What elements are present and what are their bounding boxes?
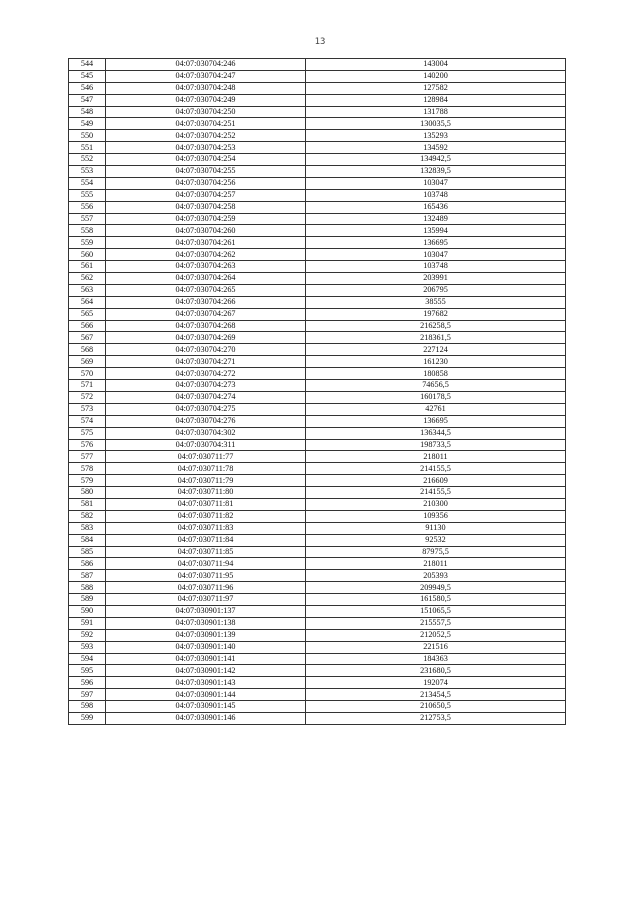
row-number-cell: 577 <box>69 451 106 463</box>
table-row <box>69 249 566 261</box>
value-cell: 165436 <box>306 201 566 213</box>
row-number-cell: 561 <box>69 261 106 273</box>
table-row <box>69 463 566 475</box>
table-row <box>69 237 566 249</box>
table-row <box>69 570 566 582</box>
row-number-cell: 551 <box>69 142 106 154</box>
value-cell: 136695 <box>306 415 566 427</box>
cadastral-number-cell: 04:07:030704:311 <box>106 439 306 451</box>
table-row <box>69 344 566 356</box>
table-row <box>69 427 566 439</box>
cadastral-number-cell: 04:07:030704:261 <box>106 237 306 249</box>
table-row <box>69 498 566 510</box>
table-row <box>69 665 566 677</box>
cadastral-number-cell: 04:07:030704:250 <box>106 106 306 118</box>
cadastral-number-cell: 04:07:030711:79 <box>106 475 306 487</box>
table-row <box>69 94 566 106</box>
table-row <box>69 225 566 237</box>
row-number-cell: 569 <box>69 356 106 368</box>
value-cell: 216258,5 <box>306 320 566 332</box>
cadastral-number-cell: 04:07:030711:80 <box>106 487 306 499</box>
cadastral-number-cell: 04:07:030901:140 <box>106 641 306 653</box>
row-number-cell: 549 <box>69 118 106 130</box>
page-number: 13 <box>314 37 326 47</box>
cadastral-number-cell: 04:07:030704:263 <box>106 261 306 273</box>
row-number-cell: 554 <box>69 177 106 189</box>
row-number-cell: 565 <box>69 308 106 320</box>
value-cell: 143004 <box>306 59 566 71</box>
table-row <box>69 154 566 166</box>
cadastral-number-cell: 04:07:030704:257 <box>106 189 306 201</box>
table-row <box>69 356 566 368</box>
row-number-cell: 588 <box>69 582 106 594</box>
table-row <box>69 558 566 570</box>
value-cell: 127582 <box>306 82 566 94</box>
table-row <box>69 189 566 201</box>
cadastral-number-cell: 04:07:030704:246 <box>106 59 306 71</box>
table-row <box>69 712 566 724</box>
table-row <box>69 201 566 213</box>
row-number-cell: 545 <box>69 70 106 82</box>
table-row <box>69 594 566 606</box>
value-cell: 128984 <box>306 94 566 106</box>
table-row <box>69 415 566 427</box>
row-number-cell: 544 <box>69 59 106 71</box>
table-row <box>69 82 566 94</box>
cadastral-number-cell: 04:07:030901:139 <box>106 629 306 641</box>
table-row <box>69 701 566 713</box>
row-number-cell: 559 <box>69 237 106 249</box>
row-number-cell: 578 <box>69 463 106 475</box>
row-number-cell: 557 <box>69 213 106 225</box>
cadastral-number-cell: 04:07:030901:145 <box>106 701 306 713</box>
cadastral-number-cell: 04:07:030704:265 <box>106 284 306 296</box>
cadastral-number-cell: 04:07:030704:249 <box>106 94 306 106</box>
value-cell: 218011 <box>306 451 566 463</box>
table-row <box>69 273 566 285</box>
row-number-cell: 585 <box>69 546 106 558</box>
value-cell: 160178,5 <box>306 391 566 403</box>
cadastral-number-cell: 04:07:030711:81 <box>106 498 306 510</box>
row-number-cell: 570 <box>69 368 106 380</box>
value-cell: 136695 <box>306 237 566 249</box>
cadastral-number-cell: 04:07:030704:254 <box>106 154 306 166</box>
value-cell: 221516 <box>306 641 566 653</box>
table-row <box>69 522 566 534</box>
cadastral-number-cell: 04:07:030901:144 <box>106 689 306 701</box>
value-cell: 218011 <box>306 558 566 570</box>
row-number-cell: 595 <box>69 665 106 677</box>
value-cell: 209949,5 <box>306 582 566 594</box>
table-row <box>69 296 566 308</box>
table-row <box>69 403 566 415</box>
cadastral-number-cell: 04:07:030704:262 <box>106 249 306 261</box>
cadastral-number-cell: 04:07:030704:253 <box>106 142 306 154</box>
value-cell: 212052,5 <box>306 629 566 641</box>
table-row <box>69 653 566 665</box>
cadastral-number-cell: 04:07:030704:260 <box>106 225 306 237</box>
value-cell: 210650,5 <box>306 701 566 713</box>
cadastral-number-cell: 04:07:030711:96 <box>106 582 306 594</box>
cadastral-number-cell: 04:07:030711:84 <box>106 534 306 546</box>
table-row <box>69 106 566 118</box>
value-cell: 203991 <box>306 273 566 285</box>
cadastral-number-cell: 04:07:030704:251 <box>106 118 306 130</box>
value-cell: 161230 <box>306 356 566 368</box>
cadastral-number-cell: 04:07:030704:266 <box>106 296 306 308</box>
value-cell: 87975,5 <box>306 546 566 558</box>
cadastral-number-cell: 04:07:030711:95 <box>106 570 306 582</box>
value-cell: 216609 <box>306 475 566 487</box>
table-row <box>69 118 566 130</box>
cadastral-number-cell: 04:07:030704:264 <box>106 273 306 285</box>
row-number-cell: 586 <box>69 558 106 570</box>
cadastral-number-cell: 04:07:030704:256 <box>106 177 306 189</box>
table-row <box>69 510 566 522</box>
value-cell: 213454,5 <box>306 689 566 701</box>
row-number-cell: 555 <box>69 189 106 201</box>
row-number-cell: 564 <box>69 296 106 308</box>
cadastral-number-cell: 04:07:030704:268 <box>106 320 306 332</box>
row-number-cell: 582 <box>69 510 106 522</box>
value-cell: 134942,5 <box>306 154 566 166</box>
value-cell: 135293 <box>306 130 566 142</box>
value-cell: 132489 <box>306 213 566 225</box>
row-number-cell: 574 <box>69 415 106 427</box>
table-row <box>69 629 566 641</box>
value-cell: 218361,5 <box>306 332 566 344</box>
row-number-cell: 547 <box>69 94 106 106</box>
row-number-cell: 558 <box>69 225 106 237</box>
cadastral-number-cell: 04:07:030704:274 <box>106 391 306 403</box>
table-row <box>69 534 566 546</box>
row-number-cell: 579 <box>69 475 106 487</box>
row-number-cell: 597 <box>69 689 106 701</box>
row-number-cell: 553 <box>69 166 106 178</box>
row-number-cell: 593 <box>69 641 106 653</box>
value-cell: 151065,5 <box>306 605 566 617</box>
cadastral-number-cell: 04:07:030711:78 <box>106 463 306 475</box>
table-row <box>69 391 566 403</box>
row-number-cell: 566 <box>69 320 106 332</box>
row-number-cell: 580 <box>69 487 106 499</box>
value-cell: 214155,5 <box>306 463 566 475</box>
value-cell: 214155,5 <box>306 487 566 499</box>
row-number-cell: 591 <box>69 617 106 629</box>
value-cell: 42761 <box>306 403 566 415</box>
row-number-cell: 548 <box>69 106 106 118</box>
value-cell: 91130 <box>306 522 566 534</box>
table-row <box>69 332 566 344</box>
value-cell: 227124 <box>306 344 566 356</box>
cadastral-number-cell: 04:07:030704:302 <box>106 427 306 439</box>
row-number-cell: 560 <box>69 249 106 261</box>
value-cell: 205393 <box>306 570 566 582</box>
value-cell: 130035,5 <box>306 118 566 130</box>
table-row <box>69 142 566 154</box>
table-row <box>69 617 566 629</box>
value-cell: 74656,5 <box>306 380 566 392</box>
row-number-cell: 584 <box>69 534 106 546</box>
value-cell: 136344,5 <box>306 427 566 439</box>
row-number-cell: 576 <box>69 439 106 451</box>
cadastral-number-cell: 04:07:030711:97 <box>106 594 306 606</box>
row-number-cell: 599 <box>69 712 106 724</box>
cadastral-number-cell: 04:07:030711:83 <box>106 522 306 534</box>
table-row <box>69 487 566 499</box>
table-row <box>69 70 566 82</box>
cadastral-number-cell: 04:07:030704:275 <box>106 403 306 415</box>
cadastral-value-table <box>68 58 566 725</box>
value-cell: 109356 <box>306 510 566 522</box>
row-number-cell: 562 <box>69 273 106 285</box>
cadastral-number-cell: 04:07:030704:271 <box>106 356 306 368</box>
cadastral-number-cell: 04:07:030711:77 <box>106 451 306 463</box>
cadastral-number-cell: 04:07:030704:252 <box>106 130 306 142</box>
value-cell: 135994 <box>306 225 566 237</box>
value-cell: 197682 <box>306 308 566 320</box>
cadastral-number-cell: 04:07:030711:85 <box>106 546 306 558</box>
cadastral-number-cell: 04:07:030704:259 <box>106 213 306 225</box>
value-cell: 206795 <box>306 284 566 296</box>
table-row <box>69 677 566 689</box>
cadastral-number-cell: 04:07:030901:141 <box>106 653 306 665</box>
table-row <box>69 368 566 380</box>
value-cell: 180858 <box>306 368 566 380</box>
cadastral-number-cell: 04:07:030704:258 <box>106 201 306 213</box>
table-row <box>69 475 566 487</box>
value-cell: 210300 <box>306 498 566 510</box>
value-cell: 134592 <box>306 142 566 154</box>
row-number-cell: 567 <box>69 332 106 344</box>
table-row <box>69 166 566 178</box>
value-cell: 103748 <box>306 261 566 273</box>
cadastral-number-cell: 04:07:030704:248 <box>106 82 306 94</box>
value-cell: 184363 <box>306 653 566 665</box>
table-row <box>69 582 566 594</box>
row-number-cell: 568 <box>69 344 106 356</box>
table-row <box>69 261 566 273</box>
value-cell: 231680,5 <box>306 665 566 677</box>
value-cell: 140200 <box>306 70 566 82</box>
row-number-cell: 596 <box>69 677 106 689</box>
cadastral-number-cell: 04:07:030711:82 <box>106 510 306 522</box>
value-cell: 198733,5 <box>306 439 566 451</box>
table-row <box>69 130 566 142</box>
row-number-cell: 571 <box>69 380 106 392</box>
row-number-cell: 590 <box>69 605 106 617</box>
table-row <box>69 641 566 653</box>
row-number-cell: 573 <box>69 403 106 415</box>
value-cell: 132839,5 <box>306 166 566 178</box>
row-number-cell: 550 <box>69 130 106 142</box>
cadastral-number-cell: 04:07:030901:143 <box>106 677 306 689</box>
cadastral-number-cell: 04:07:030704:272 <box>106 368 306 380</box>
cadastral-number-cell: 04:07:030901:137 <box>106 605 306 617</box>
value-cell: 161580,5 <box>306 594 566 606</box>
table-row <box>69 546 566 558</box>
cadastral-number-cell: 04:07:030704:276 <box>106 415 306 427</box>
table-row <box>69 213 566 225</box>
table-body <box>69 59 566 725</box>
row-number-cell: 552 <box>69 154 106 166</box>
value-cell: 131788 <box>306 106 566 118</box>
row-number-cell: 546 <box>69 82 106 94</box>
row-number-cell: 594 <box>69 653 106 665</box>
table-row <box>69 320 566 332</box>
table-row <box>69 689 566 701</box>
table-row <box>69 439 566 451</box>
cadastral-number-cell: 04:07:030901:138 <box>106 617 306 629</box>
table-row <box>69 451 566 463</box>
cadastral-number-cell: 04:07:030704:273 <box>106 380 306 392</box>
value-cell: 92532 <box>306 534 566 546</box>
value-cell: 192074 <box>306 677 566 689</box>
row-number-cell: 589 <box>69 594 106 606</box>
cadastral-number-cell: 04:07:030704:247 <box>106 70 306 82</box>
table-row <box>69 380 566 392</box>
value-cell: 103748 <box>306 189 566 201</box>
cadastral-number-cell: 04:07:030901:146 <box>106 712 306 724</box>
row-number-cell: 563 <box>69 284 106 296</box>
value-cell: 215557,5 <box>306 617 566 629</box>
row-number-cell: 572 <box>69 391 106 403</box>
cadastral-number-cell: 04:07:030704:270 <box>106 344 306 356</box>
table-row <box>69 284 566 296</box>
row-number-cell: 587 <box>69 570 106 582</box>
table-row <box>69 177 566 189</box>
table-row <box>69 59 566 71</box>
value-cell: 103047 <box>306 177 566 189</box>
row-number-cell: 556 <box>69 201 106 213</box>
row-number-cell: 592 <box>69 629 106 641</box>
cadastral-number-cell: 04:07:030704:255 <box>106 166 306 178</box>
cadastral-number-cell: 04:07:030901:142 <box>106 665 306 677</box>
value-cell: 38555 <box>306 296 566 308</box>
row-number-cell: 598 <box>69 701 106 713</box>
cadastral-number-cell: 04:07:030704:269 <box>106 332 306 344</box>
value-cell: 212753,5 <box>306 712 566 724</box>
row-number-cell: 583 <box>69 522 106 534</box>
row-number-cell: 581 <box>69 498 106 510</box>
value-cell: 103047 <box>306 249 566 261</box>
row-number-cell: 575 <box>69 427 106 439</box>
table-row <box>69 308 566 320</box>
cadastral-number-cell: 04:07:030711:94 <box>106 558 306 570</box>
table-row <box>69 605 566 617</box>
cadastral-number-cell: 04:07:030704:267 <box>106 308 306 320</box>
